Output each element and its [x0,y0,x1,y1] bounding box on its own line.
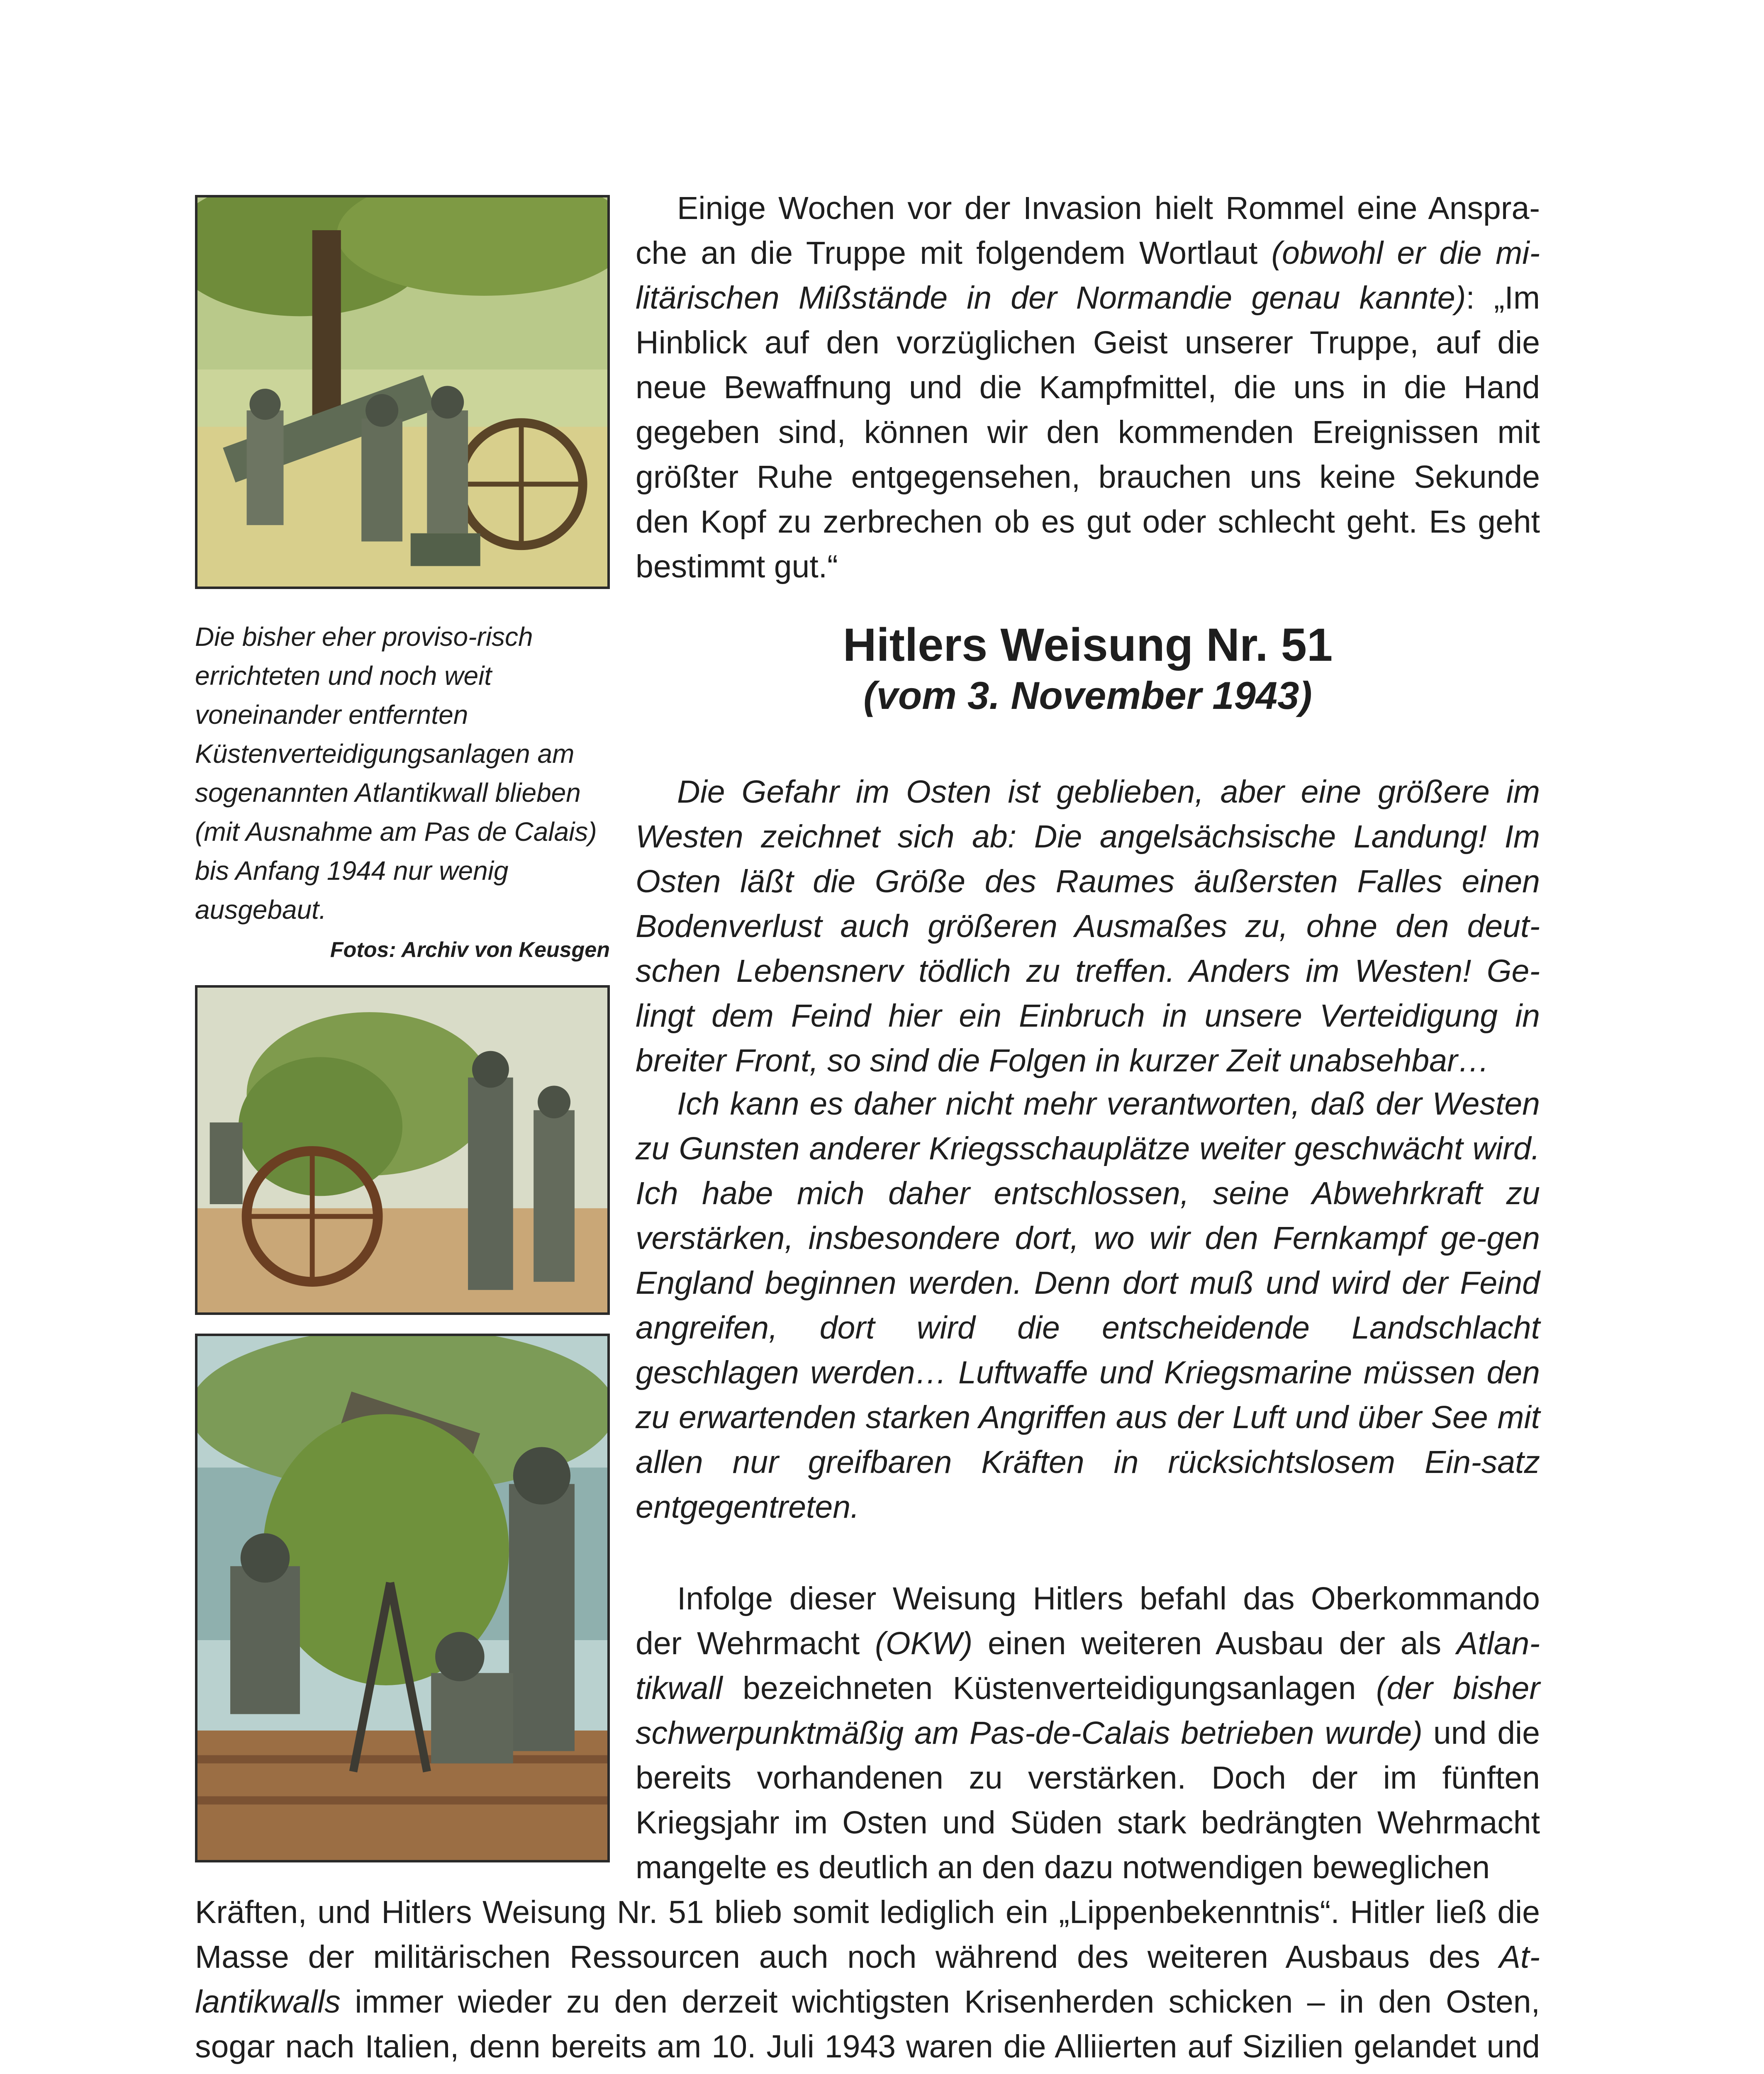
intro-italic-remark: (obwohl er die mi-litärischen Mißstände in der Normandie genau kannte) [636,235,1540,316]
body-text: Kräften, und Hitlers Weisung Nr. 51 blieb somit lediglich ein „Lippenbekenntnis“. Hitler ließ die Masse der militärischen Ressourcen auch noch während des weiteren Ausbaus des [195,1894,1540,1975]
section-subheading: (vom 3. November 1943) [863,674,1312,717]
photo-caption: Die bisher eher proviso-risch errichteten und noch weit voneinander entfernten Küstenverteidigungsanlagen am sogenannten Atlantikwall blieben (mit Ausnahme am Pas de Calais) bis Anfang 1944 nur wenig ausgebaut. [195,622,597,925]
body-text: bezeichneten Küstenverteidigungsanlagen [722,1670,1376,1706]
camouflaged-gun-photo-icon [197,988,607,1312]
photo-credit: Fotos: Archiv von Keusgen [330,938,610,962]
camouflaged-flak-photo [195,1334,610,1862]
body-text: und die bereits vorhandenen zu verstärken. Doch der im fünften Kriegsjahr im Osten und Süden stark bedrängten Wehrmacht mangelte es deutlich an den dazu notwendigen beweglichen [636,1715,1540,1885]
body-paragraph [636,1576,1540,1890]
body-italic: (OKW) [875,1626,973,1661]
body-italic: Atlan-tikwall [636,1626,1540,1706]
artillery-photo [195,195,610,589]
intro-paragraph [636,186,1540,589]
body-text: Infolge dieser Weisung Hitlers befahl das Oberkommando der Wehrmacht [636,1581,1540,1661]
directive-quote-paragraph: Ich kann es daher nicht mehr verantworten, daß der Westen zu Gunsten anderer Kriegsschauplätze weiter geschwächt wird. Ich habe mich daher entschlossen, seine Abwehrkraft zu verstärken, insbesondere dort, wo wir den Fernkampf ge-gen England beginnen werden. Denn dort muß und wird der Feind angreifen, dort wird die entscheidende Landschlacht geschlagen werden… Luftwaffe und Kriegsmarine müssen den zu erwartenden starken Angriffen aus der Luft und über See mit allen nur greifbaren Kräften in rücksichtslosem Ein-satz entgegentreten. [636,1086,1540,1525]
body-paragraph-continued [195,1890,1540,2074]
body-italic: (der bisher schwerpunktmäßig am Pas-de-Calais betrieben wurde) [636,1670,1540,1751]
section-heading: Hitlers Weisung Nr. 51 [843,619,1333,671]
body-italic: At-lantikwalls [195,1939,1540,2020]
body-text: immer wieder zu den derzeit wichtigsten Krisenherden schicken – in den Osten, sogar nach Italien, denn bereits am 10. Juli 1943 waren die Alliierten auf Sizilien gelandet und [195,1984,1540,2064]
camouflaged-gun-photo [195,985,610,1315]
camouflaged-flak-photo-icon [197,1336,607,1860]
body-text: einen weiteren Ausbau der als [972,1626,1457,1661]
artillery-photo-icon [197,197,607,587]
directive-quote-paragraph: Die Gefahr im Osten ist geblieben, aber eine größere im Westen zeichnet sich ab: Die angelsächsische Landung! Im Osten läßt die Größe des Raumes äußersten Falles einen Bodenverlust auch größeren Ausmaßes zu, ohne den deut-schen Lebensnerv tödlich zu treffen. Anders im Westen! Ge-lingt dem Feind hier ein Einbruch in unsere Verteidigung in breiter Front, so sind die Folgen in kurzer Zeit unabsehbar… [636,774,1540,1078]
intro-text: Einige Wochen vor der Invasion hielt Rommel eine Anspra-che an die Truppe mit folgendem Wortlaut [636,190,1540,271]
intro-quote-text: : „Im Hinblick auf den vorzüglichen Geist unserer Truppe, auf die neue Bewaffnung und die Kampfmittel, die uns in die Hand gegeben sind, können wir den kommenden Ereignissen mit größter Ruhe entgegensehen, brauchen uns keine Sekunde den Kopf zu zerbrechen ob es gut oder schlecht geht. Es geht bestimmt gut.“ [636,280,1540,584]
